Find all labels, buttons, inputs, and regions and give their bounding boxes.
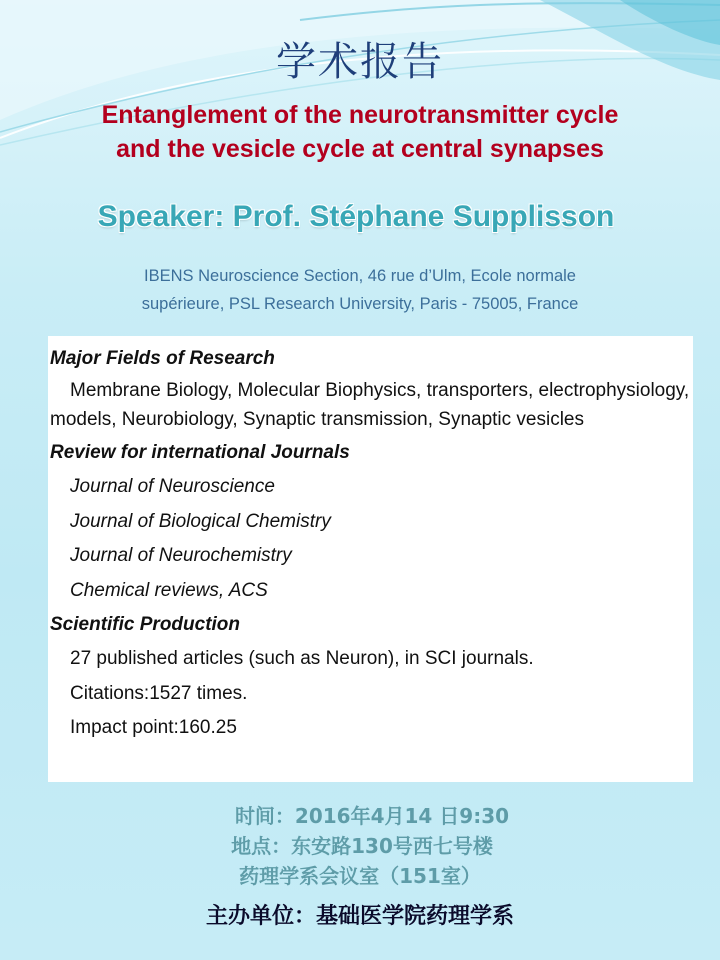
journal-item: Chemical reviews, ACS: [70, 579, 268, 601]
journal-item: Journal of Neuroscience: [70, 476, 275, 497]
event-room: 药理学系会议室（151室）: [239, 864, 481, 888]
talk-title: [40, 98, 680, 166]
event-time: 时间：2016年4月14 日9:30: [234, 804, 510, 828]
affiliation-line: IBENS Neuroscience Section, 46 rue d’Ulm, Ecole normale: [144, 267, 576, 285]
speaker-name: Speaker: Prof. Stéphane Supplisson: [97, 200, 615, 233]
talk-title-line: and the vesicle cycle at central synapses: [116, 135, 604, 163]
journal-item: Journal of Neurochemistry: [70, 545, 292, 566]
affiliation-line: supérieure, PSL Research University, Paris - 75005, France: [141, 295, 579, 313]
speaker-profile-panel: [48, 336, 693, 782]
journal-item: Journal of Biological Chemistry: [70, 510, 331, 532]
event-place: 地点：东安路130号西七号楼: [231, 834, 493, 858]
production-item: 27 published articles (such as Neuron), in SCI journals.: [70, 648, 534, 669]
talk-title-line: Entanglement of the neurotransmitter cycle: [101, 101, 619, 129]
speaker-affiliation: [90, 262, 630, 318]
production-item: Citations:1527 times.: [70, 682, 248, 704]
research-fields-text: Membrane Biology, Molecular Biophysics, transporters, electrophysiology, models, Neurobiology, Synaptic transmission, Synaptic vesicles: [50, 380, 690, 430]
production-item: Impact point:160.25: [70, 717, 237, 738]
scientific-production-heading: Scientific Production: [50, 614, 241, 635]
review-journals-heading: Review for international Journals: [50, 442, 350, 463]
page-title: 学术报告: [276, 39, 444, 85]
research-fields-heading: Major Fields of Research: [50, 348, 275, 369]
event-host: 主办单位：基础医学院药理学系: [205, 903, 514, 929]
